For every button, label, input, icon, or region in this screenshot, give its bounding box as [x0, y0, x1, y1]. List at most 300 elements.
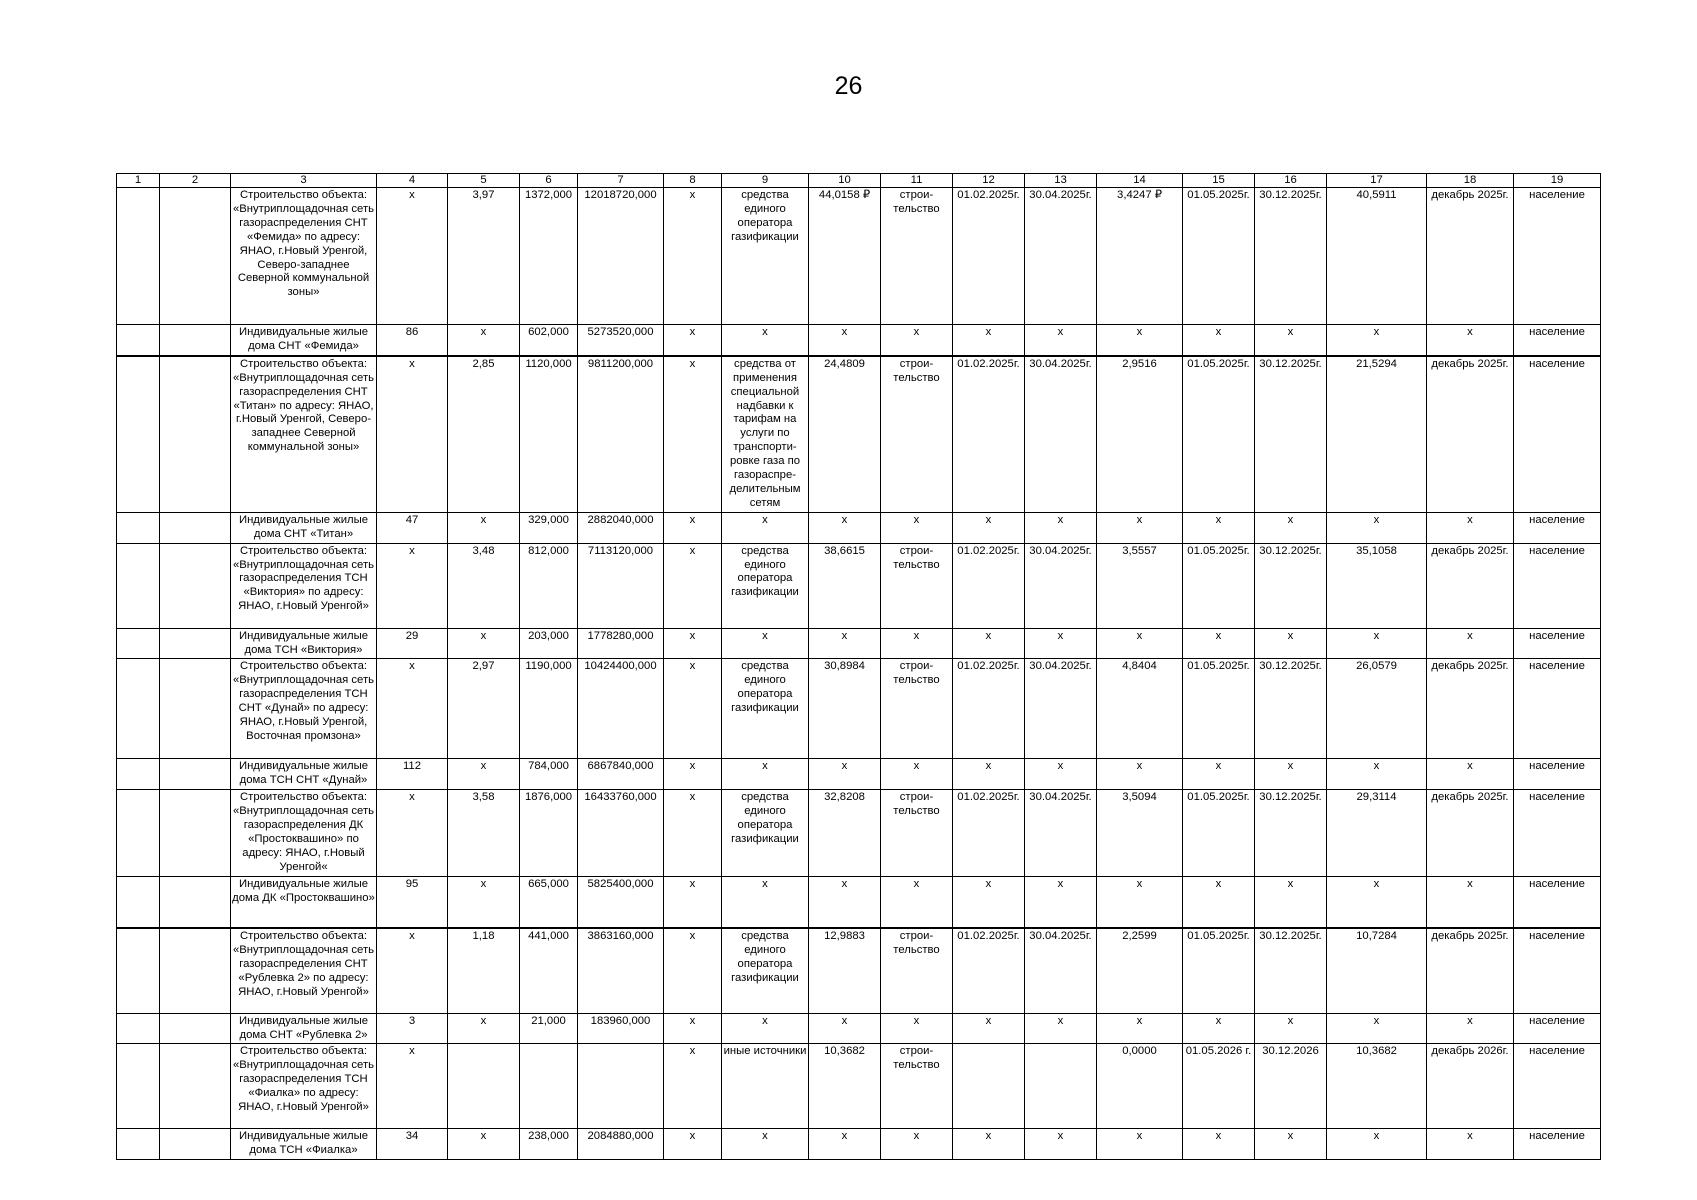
table-cell: х	[1097, 876, 1183, 928]
table-cell: х	[377, 188, 448, 325]
table-cell: 3	[377, 1013, 448, 1044]
table-cell: 602,000	[520, 325, 578, 356]
column-number: 5	[448, 174, 520, 188]
table-cell: х	[881, 325, 953, 356]
object-name-cell: Индивидуальные жилые дома СНТ «Фемида»	[231, 325, 377, 356]
table-cell: 01.02.2025г.	[953, 543, 1025, 628]
table-cell	[117, 188, 160, 325]
table-cell: х	[1025, 759, 1097, 790]
table-cell: х	[1097, 1013, 1183, 1044]
table-cell: х	[1255, 1013, 1327, 1044]
table-cell: х	[881, 628, 953, 659]
table-cell: 2,85	[448, 356, 520, 512]
table-cell: х	[448, 1129, 520, 1160]
table-cell: х	[809, 1013, 881, 1044]
table-cell	[160, 512, 231, 543]
column-number: 16	[1255, 174, 1327, 188]
table-cell: население	[1514, 628, 1601, 659]
table-cell: х	[722, 1013, 809, 1044]
table-cell: строи-тельство	[881, 543, 953, 628]
table-cell: х	[881, 1013, 953, 1044]
table-row	[117, 628, 1601, 659]
table-row	[117, 188, 1601, 325]
table-cell: х	[448, 876, 520, 928]
column-number: 13	[1025, 174, 1097, 188]
table-cell: 30.04.2025г.	[1025, 543, 1097, 628]
table-cell: 01.02.2025г.	[953, 188, 1025, 325]
table-cell: 7113120,000	[578, 543, 664, 628]
table-cell: х	[664, 543, 722, 628]
table-cell	[448, 1044, 520, 1129]
table-cell: х	[377, 928, 448, 1013]
table-cell: х	[1097, 512, 1183, 543]
table-cell: х	[881, 512, 953, 543]
table-cell: 812,000	[520, 543, 578, 628]
table-cell: х	[953, 1013, 1025, 1044]
table-cell: х	[1427, 1129, 1514, 1160]
table-cell: х	[1183, 1129, 1255, 1160]
table-cell: х	[1025, 1013, 1097, 1044]
table-cell: строи-тельство	[881, 790, 953, 876]
table-cell: население	[1514, 543, 1601, 628]
table-cell: х	[664, 876, 722, 928]
table-cell: х	[1327, 512, 1427, 543]
table-cell: 10,7284	[1327, 928, 1427, 1013]
table-cell: х	[1427, 512, 1514, 543]
table-cell: 01.05.2025г.	[1183, 659, 1255, 759]
table-cell: 30.12.2026	[1255, 1044, 1327, 1129]
table-cell: х	[1097, 628, 1183, 659]
table-cell	[160, 1044, 231, 1129]
table-cell: х	[1255, 876, 1327, 928]
table-cell: 238,000	[520, 1129, 578, 1160]
data-table	[116, 173, 1601, 1160]
table-cell: х	[1255, 628, 1327, 659]
object-name-cell: Строительство объекта: «Внутриплощадочная сеть газораспределения ДК «Простоквашино» по адресу: ЯНАО, г.Новый Уренгой«	[231, 790, 377, 876]
table-cell: 30.12.2025г.	[1255, 659, 1327, 759]
table-cell	[953, 1044, 1025, 1129]
object-name-cell: Строительство объекта: «Внутриплощадочная сеть газораспределения СНТ «Рублевка 2» по адресу: ЯНАО, г.Новый Уренгой»	[231, 928, 377, 1013]
table-cell	[117, 876, 160, 928]
table-cell: 1,18	[448, 928, 520, 1013]
table-cell: х	[1327, 759, 1427, 790]
table-cell: х	[1327, 628, 1427, 659]
table-cell	[117, 1044, 160, 1129]
table-row	[117, 543, 1601, 628]
table-cell: х	[1183, 876, 1255, 928]
table-cell: население	[1514, 876, 1601, 928]
table-cell: население	[1514, 1044, 1601, 1129]
table-cell: х	[1025, 325, 1097, 356]
table-row	[117, 512, 1601, 543]
table-cell	[1025, 1044, 1097, 1129]
table-cell: средства единого оператора газификации	[722, 790, 809, 876]
table-cell: декабрь 2026г.	[1427, 1044, 1514, 1129]
table-cell: 40,5911	[1327, 188, 1427, 325]
table-cell: х	[1025, 512, 1097, 543]
table-cell: х	[722, 325, 809, 356]
table-cell: х	[448, 759, 520, 790]
table-cell: 441,000	[520, 928, 578, 1013]
page-number: 26	[834, 72, 863, 100]
table-cell: 30.04.2025г.	[1025, 356, 1097, 512]
table-cell: х	[664, 188, 722, 325]
table-cell: население	[1514, 759, 1601, 790]
table-cell: х	[377, 659, 448, 759]
column-number: 11	[881, 174, 953, 188]
table-cell: 10,3682	[1327, 1044, 1427, 1129]
table-cell: х	[664, 512, 722, 543]
object-name-cell: Строительство объекта: «Внутриплощадочная сеть газораспределения СНТ «Фемида» по адресу: ЯНАО, г.Новый Уренгой, Северо-западнее Северной коммунальной зоны»	[231, 188, 377, 325]
table-cell	[160, 1013, 231, 1044]
table-cell	[160, 759, 231, 790]
table-cell	[117, 1129, 160, 1160]
table-cell: х	[664, 659, 722, 759]
table-cell: х	[377, 1044, 448, 1129]
table-cell: 29,3114	[1327, 790, 1427, 876]
table-cell: 9811200,000	[578, 356, 664, 512]
table-cell: х	[1427, 876, 1514, 928]
table-cell: х	[1327, 1129, 1427, 1160]
table-cell	[117, 512, 160, 543]
table-cell: 2,2599	[1097, 928, 1183, 1013]
table-cell: х	[664, 759, 722, 790]
table-cell: х	[1183, 628, 1255, 659]
table-cell: население	[1514, 659, 1601, 759]
table-cell: х	[809, 628, 881, 659]
table-cell: население	[1514, 790, 1601, 876]
table-cell: х	[809, 759, 881, 790]
table-cell: декабрь 2025г.	[1427, 356, 1514, 512]
object-name-cell: Индивидуальные жилые дома ТСН «Виктория»	[231, 628, 377, 659]
table-cell: 10,3682	[809, 1044, 881, 1129]
table-cell: 1372,000	[520, 188, 578, 325]
column-number: 14	[1097, 174, 1183, 188]
table-cell	[117, 659, 160, 759]
table-cell: 24,4809	[809, 356, 881, 512]
column-number: 15	[1183, 174, 1255, 188]
table-cell: 5825400,000	[578, 876, 664, 928]
table-cell	[117, 628, 160, 659]
table-cell: 112	[377, 759, 448, 790]
table-cell: строи-тельство	[881, 659, 953, 759]
column-number-row	[117, 174, 1601, 188]
table-cell	[117, 356, 160, 512]
table-cell: х	[1255, 325, 1327, 356]
table-cell: 784,000	[520, 759, 578, 790]
table-cell: х	[722, 1129, 809, 1160]
table-cell: средства единого оператора газификации	[722, 659, 809, 759]
table-cell: 95	[377, 876, 448, 928]
table-cell: 01.05.2025г.	[1183, 188, 1255, 325]
table-cell: население	[1514, 512, 1601, 543]
column-number: 3	[231, 174, 377, 188]
table-cell: 203,000	[520, 628, 578, 659]
table-cell: 44,0158 ₽	[809, 188, 881, 325]
table-cell: 01.05.2025г.	[1183, 928, 1255, 1013]
table-cell: х	[953, 628, 1025, 659]
table-cell: х	[1327, 1013, 1427, 1044]
table-row	[117, 928, 1601, 1013]
table-cell: 86	[377, 325, 448, 356]
table-cell: население	[1514, 188, 1601, 325]
table-cell: 3,48	[448, 543, 520, 628]
table-cell: 183960,000	[578, 1013, 664, 1044]
table-cell: х	[664, 356, 722, 512]
table-cell: 32,8208	[809, 790, 881, 876]
table-cell: х	[664, 1044, 722, 1129]
table-cell: 21,000	[520, 1013, 578, 1044]
table-cell: 6867840,000	[578, 759, 664, 790]
table-row	[117, 1044, 1601, 1129]
table-cell: 30.12.2025г.	[1255, 928, 1327, 1013]
table-cell: 01.02.2025г.	[953, 928, 1025, 1013]
table-cell: 3,97	[448, 188, 520, 325]
table-cell: х	[377, 543, 448, 628]
object-name-cell: Индивидуальные жилые дома СНТ «Рублевка 2»	[231, 1013, 377, 1044]
table-cell: х	[664, 1013, 722, 1044]
table-cell: х	[953, 325, 1025, 356]
table-cell: 10424400,000	[578, 659, 664, 759]
object-name-cell: Индивидуальные жилые дома ДК «Простоквашино»	[231, 876, 377, 928]
table-cell: х	[722, 512, 809, 543]
table-cell: х	[664, 790, 722, 876]
object-name-cell: Индивидуальные жилые дома ТСН СНТ «Дунай»	[231, 759, 377, 790]
column-number: 17	[1327, 174, 1427, 188]
table-cell: х	[809, 512, 881, 543]
table-cell: х	[1025, 1129, 1097, 1160]
table-cell: х	[1025, 628, 1097, 659]
table-cell: х	[1327, 876, 1427, 928]
table-cell: 2,97	[448, 659, 520, 759]
table-cell: 30.12.2025г.	[1255, 790, 1327, 876]
table-cell: 329,000	[520, 512, 578, 543]
column-number: 7	[578, 174, 664, 188]
table-cell	[160, 876, 231, 928]
table-cell	[160, 790, 231, 876]
object-name-cell: Индивидуальные жилые дома ТСН «Фиалка»	[231, 1129, 377, 1160]
table-cell	[160, 543, 231, 628]
object-name-cell: Строительство объекта: «Внутриплощадочная сеть газораспределения ТСН СНТ «Дунай» по адресу: ЯНАО, г.Новый Уренгой, Восточная промзона»	[231, 659, 377, 759]
table-cell: 01.05.2025г.	[1183, 543, 1255, 628]
table-cell: 12,9883	[809, 928, 881, 1013]
table-cell: 1876,000	[520, 790, 578, 876]
table-cell: х	[1255, 1129, 1327, 1160]
table-cell: 01.02.2025г.	[953, 790, 1025, 876]
table-cell: население	[1514, 1129, 1601, 1160]
table-cell	[117, 543, 160, 628]
table-cell	[160, 1129, 231, 1160]
table-row	[117, 325, 1601, 356]
table-cell	[160, 628, 231, 659]
table-cell: средства единого оператора газификации	[722, 543, 809, 628]
column-number: 10	[809, 174, 881, 188]
column-number: 4	[377, 174, 448, 188]
table-cell: 12018720,000	[578, 188, 664, 325]
table-cell: х	[809, 876, 881, 928]
table-cell: х	[664, 628, 722, 659]
table-cell	[160, 928, 231, 1013]
column-number: 2	[160, 174, 231, 188]
table-cell: 16433760,000	[578, 790, 664, 876]
table-cell: х	[448, 512, 520, 543]
table-cell: декабрь 2025г.	[1427, 790, 1514, 876]
table-cell: 01.05.2025г.	[1183, 790, 1255, 876]
table-cell: х	[1183, 325, 1255, 356]
table-cell: х	[1025, 876, 1097, 928]
table-cell: х	[664, 325, 722, 356]
table-cell: 30.04.2025г.	[1025, 790, 1097, 876]
table-cell	[117, 928, 160, 1013]
table-cell: х	[809, 1129, 881, 1160]
table-cell: х	[722, 628, 809, 659]
table-cell: х	[1327, 325, 1427, 356]
table-cell: 29	[377, 628, 448, 659]
table-cell	[160, 356, 231, 512]
table-cell: х	[722, 759, 809, 790]
table-cell: 30.04.2025г.	[1025, 659, 1097, 759]
table-cell: х	[1255, 759, 1327, 790]
table-cell: 38,6615	[809, 543, 881, 628]
table-cell: х	[377, 790, 448, 876]
table-cell: х	[953, 512, 1025, 543]
table-cell: 1190,000	[520, 659, 578, 759]
table-cell: х	[1427, 628, 1514, 659]
table-cell	[117, 790, 160, 876]
table-cell: 01.05.2025г.	[1183, 356, 1255, 512]
table-row	[117, 356, 1601, 512]
object-name-cell: Строительство объекта: «Внутриплощадочная сеть газораспределения ТСН «Фиалка» по адресу: ЯНАО, г.Новый Уренгой»	[231, 1044, 377, 1129]
object-name-cell: Строительство объекта: «Внутриплощадочная сеть газораспределения ТСН «Виктория» по адресу: ЯНАО, г.Новый Уренгой»	[231, 543, 377, 628]
table-cell: население	[1514, 928, 1601, 1013]
table-cell: 21,5294	[1327, 356, 1427, 512]
table-cell: строи-тельство	[881, 188, 953, 325]
table-cell: 01.02.2025г.	[953, 659, 1025, 759]
column-number: 9	[722, 174, 809, 188]
table-cell: население	[1514, 325, 1601, 356]
table-cell: средства единого оператора газификации	[722, 188, 809, 325]
object-name-cell: Индивидуальные жилые дома СНТ «Титан»	[231, 512, 377, 543]
table-cell	[578, 1044, 664, 1129]
table-cell	[117, 325, 160, 356]
table-cell: х	[1183, 759, 1255, 790]
table-cell: х	[1255, 512, 1327, 543]
column-number: 1	[117, 174, 160, 188]
table-cell: 2882040,000	[578, 512, 664, 543]
table-row	[117, 659, 1601, 759]
table-cell: население	[1514, 356, 1601, 512]
table-cell: 2,9516	[1097, 356, 1183, 512]
table-cell: 1120,000	[520, 356, 578, 512]
table-cell: строи-тельство	[881, 1044, 953, 1129]
table-cell: х	[953, 876, 1025, 928]
table-cell: 665,000	[520, 876, 578, 928]
table-cell	[160, 188, 231, 325]
table-cell: 0,0000	[1097, 1044, 1183, 1129]
table-cell: декабрь 2025г.	[1427, 659, 1514, 759]
table-cell: х	[664, 928, 722, 1013]
table-cell: х	[664, 1129, 722, 1160]
table-cell: строи-тельство	[881, 928, 953, 1013]
table-cell: 1778280,000	[578, 628, 664, 659]
table-cell: х	[722, 876, 809, 928]
table-cell: х	[809, 325, 881, 356]
object-name-cell: Строительство объекта: «Внутриплощадочная сеть газораспределения СНТ «Титан» по адресу: ЯНАО, г.Новый Уренгой, Северо-западнее Северной коммунальной зоны»	[231, 356, 377, 512]
table-cell: 30.12.2025г.	[1255, 356, 1327, 512]
table-cell	[117, 1013, 160, 1044]
table-cell: х	[953, 759, 1025, 790]
column-number: 8	[664, 174, 722, 188]
table-cell: декабрь 2025г.	[1427, 188, 1514, 325]
table-cell: х	[881, 759, 953, 790]
table-cell: 4,8404	[1097, 659, 1183, 759]
table-cell: декабрь 2025г.	[1427, 543, 1514, 628]
table-row	[117, 876, 1601, 928]
table-cell: средства единого оператора газификации	[722, 928, 809, 1013]
table-row	[117, 1129, 1601, 1160]
column-number: 19	[1514, 174, 1601, 188]
table-cell: 01.02.2025г.	[953, 356, 1025, 512]
table-cell: х	[881, 1129, 953, 1160]
table-cell	[160, 325, 231, 356]
table-cell: х	[448, 1013, 520, 1044]
table-cell: х	[1183, 512, 1255, 543]
table-cell: 3863160,000	[578, 928, 664, 1013]
table-body	[117, 188, 1601, 1160]
table-row	[117, 759, 1601, 790]
column-number: 12	[953, 174, 1025, 188]
table-cell: 30.12.2025г.	[1255, 188, 1327, 325]
table-row	[117, 1013, 1601, 1044]
table-cell	[117, 759, 160, 790]
table-cell: х	[448, 628, 520, 659]
table-cell: х	[953, 1129, 1025, 1160]
table-cell: 26,0579	[1327, 659, 1427, 759]
table-cell: иные источники	[722, 1044, 809, 1129]
table-cell: х	[1097, 759, 1183, 790]
table-cell: х	[448, 325, 520, 356]
table-cell: 35,1058	[1327, 543, 1427, 628]
table-cell: 3,5094	[1097, 790, 1183, 876]
table-cell: 30,8984	[809, 659, 881, 759]
table-cell: 01.05.2026 г.	[1183, 1044, 1255, 1129]
table-cell: х	[1097, 325, 1183, 356]
table-cell	[160, 659, 231, 759]
table-cell: 3,58	[448, 790, 520, 876]
table-cell: х	[1097, 1129, 1183, 1160]
table-cell: 30.04.2025г.	[1025, 928, 1097, 1013]
table-cell: 30.12.2025г.	[1255, 543, 1327, 628]
table-cell: 5273520,000	[578, 325, 664, 356]
table-cell: 3,5557	[1097, 543, 1183, 628]
table-cell: средства от применения специальной надбавки к тарифам на услуги по транспорти-ровке газа по газораспре-делительным сетям	[722, 356, 809, 512]
table-cell: 34	[377, 1129, 448, 1160]
column-number: 18	[1427, 174, 1514, 188]
table-cell: декабрь 2025г.	[1427, 928, 1514, 1013]
column-number: 6	[520, 174, 578, 188]
table-cell: 47	[377, 512, 448, 543]
table-cell: 30.04.2025г.	[1025, 188, 1097, 325]
table-cell: население	[1514, 1013, 1601, 1044]
table-cell: х	[1427, 325, 1514, 356]
table-cell: х	[1427, 1013, 1514, 1044]
table-row	[117, 790, 1601, 876]
table-cell: х	[1427, 759, 1514, 790]
table-cell: 2084880,000	[578, 1129, 664, 1160]
table-cell: х	[377, 356, 448, 512]
table-cell	[520, 1044, 578, 1129]
table-cell: х	[881, 876, 953, 928]
